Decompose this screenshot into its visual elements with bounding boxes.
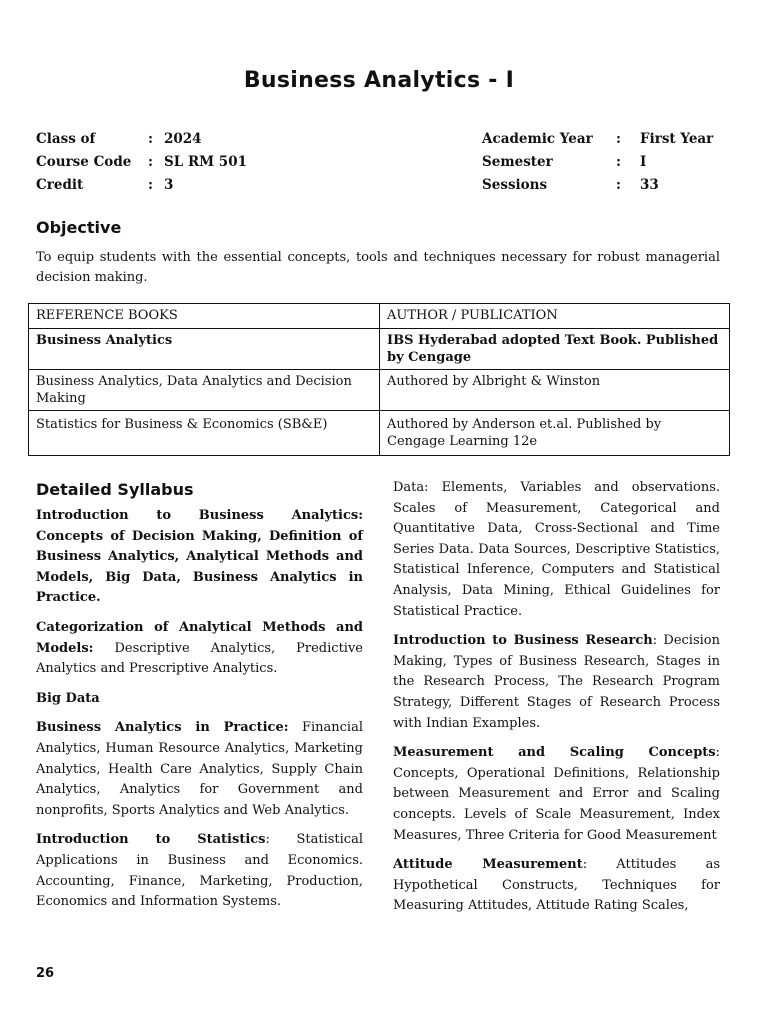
table-cell: IBS Hyderabad adopted Text Book. Published by Cengage [380,329,730,370]
meta-key: Course Code [36,154,132,170]
paragraph-lead: Business Analytics in Practice: [36,720,289,736]
objective-text: To equip students with the essential concepts, tools and techniques necessary for robust managerial decision making. [36,250,720,285]
meta-row-credit [36,174,247,197]
table-header-cell: REFERENCE BOOKS [29,304,380,329]
paragraph-lead: Introduction to Business Research [393,633,653,649]
paragraph-lead: Introduction to Statistics [36,832,266,848]
syllabus-right-column [393,478,720,926]
paragraph-lead: Big Data [36,690,100,706]
objective-heading: Objective [36,218,122,237]
paragraph-lead: Measurement and Scaling Concepts [393,745,716,761]
paragraph-text: : Concepts, Operational Definitions, Relationship between Measurement and Error and Scaling concepts. Levels of Scale Measurement, Index Measures, Three Criteria for Good Measurement [393,745,720,843]
table-cell: Business Analytics [29,329,380,370]
meta-row-sessions [482,174,713,197]
table-row [29,411,730,456]
page-number: 26 [36,966,55,981]
syllabus-paragraph [393,743,720,846]
meta-key: Academic Year [482,131,593,147]
table-cell: Authored by Anderson et.al. Published by Cengage Learning 12e [380,411,730,456]
meta-colon: : [616,131,621,147]
paragraph-lead: Attitude Measurement [393,857,583,873]
paragraph-lead: Categorization of Analytical Methods and Models: [36,619,363,656]
paragraph-text: : Decision Making, Types of Business Research, Stages in the Research Process, The Research Program Strategy, Different Stages of Research Process with Indian Examples. [393,633,720,731]
course-meta-left [36,128,247,197]
meta-value: I [640,154,647,170]
meta-value: 2024 [164,131,202,147]
meta-colon: : [148,131,153,147]
paragraph-lead: Introduction to Business Analytics: Concepts of Decision Making, Definition of Business Analytics, Analytical Methods and Models, Big Data, Business Analytics in Practice. [36,508,363,606]
meta-row-class-of [36,128,247,151]
course-meta-right [482,128,713,197]
table-cell: Authored by Albright & Winston [380,370,730,411]
syllabus-paragraph [36,718,363,821]
table-cell: Business Analytics, Data Analytics and Decision Making [29,370,380,411]
meta-value: 3 [164,177,174,193]
meta-colon: : [616,154,621,170]
syllabus-paragraph [393,478,720,622]
meta-key: Class of [36,131,96,147]
table-header-cell: AUTHOR / PUBLICATION [380,304,730,329]
meta-colon: : [616,177,621,193]
reference-books-table [28,303,730,456]
meta-row-semester [482,151,713,174]
meta-row-academic-year [482,128,713,151]
paragraph-text: Financial Analytics, Human Resource Analytics, Marketing Analytics, Health Care Analytics, Supply Chain Analytics, Analytics for Government and nonprofits, Sports Analytics and Web Analytics. [36,720,363,818]
meta-value: SL RM 501 [164,154,247,170]
paragraph-text: : Attitudes as Hypothetical Constructs, Techniques for Measuring Attitudes, Attitude Rating Scales, [393,857,720,914]
meta-key: Sessions [482,177,548,193]
meta-row-course-code [36,151,247,174]
syllabus-paragraph [393,855,720,917]
paragraph-text: Data: Elements, Variables and observations. Scales of Measurement, Categorical and Quantitative Data, Cross-Sectional and Time Series Data. Data Sources, Descriptive Statistics, Statistical Inference, Computers and Statistical Analysis, Data Mining, Ethical Guidelines for Statistical Practice. [393,480,720,619]
syllabus-heading: Detailed Syllabus [36,480,194,499]
meta-colon: : [148,154,153,170]
paragraph-text: : Statistical Applications in Business and Economics. Accounting, Finance, Marketing, Production, Economics and Information Systems. [36,832,363,910]
meta-colon: : [148,177,153,193]
table-row [29,329,730,370]
paragraph-text: Descriptive Analytics, Predictive Analytics and Prescriptive Analytics. [36,640,363,677]
syllabus-paragraph [36,618,363,680]
meta-key: Semester [482,154,553,170]
table-cell: Statistics for Business & Economics (SB&E) [29,411,380,456]
table-row [29,370,730,411]
meta-value: 33 [640,177,659,193]
table-header-row [29,304,730,329]
syllabus-paragraph [36,689,363,710]
syllabus-paragraph [36,830,363,912]
meta-value: First Year [640,131,714,147]
meta-key: Credit [36,177,84,193]
syllabus-paragraph [393,631,720,734]
syllabus-paragraph [36,506,363,609]
syllabus-left-column [36,506,363,922]
page-title: Business Analytics - I [243,68,515,93]
